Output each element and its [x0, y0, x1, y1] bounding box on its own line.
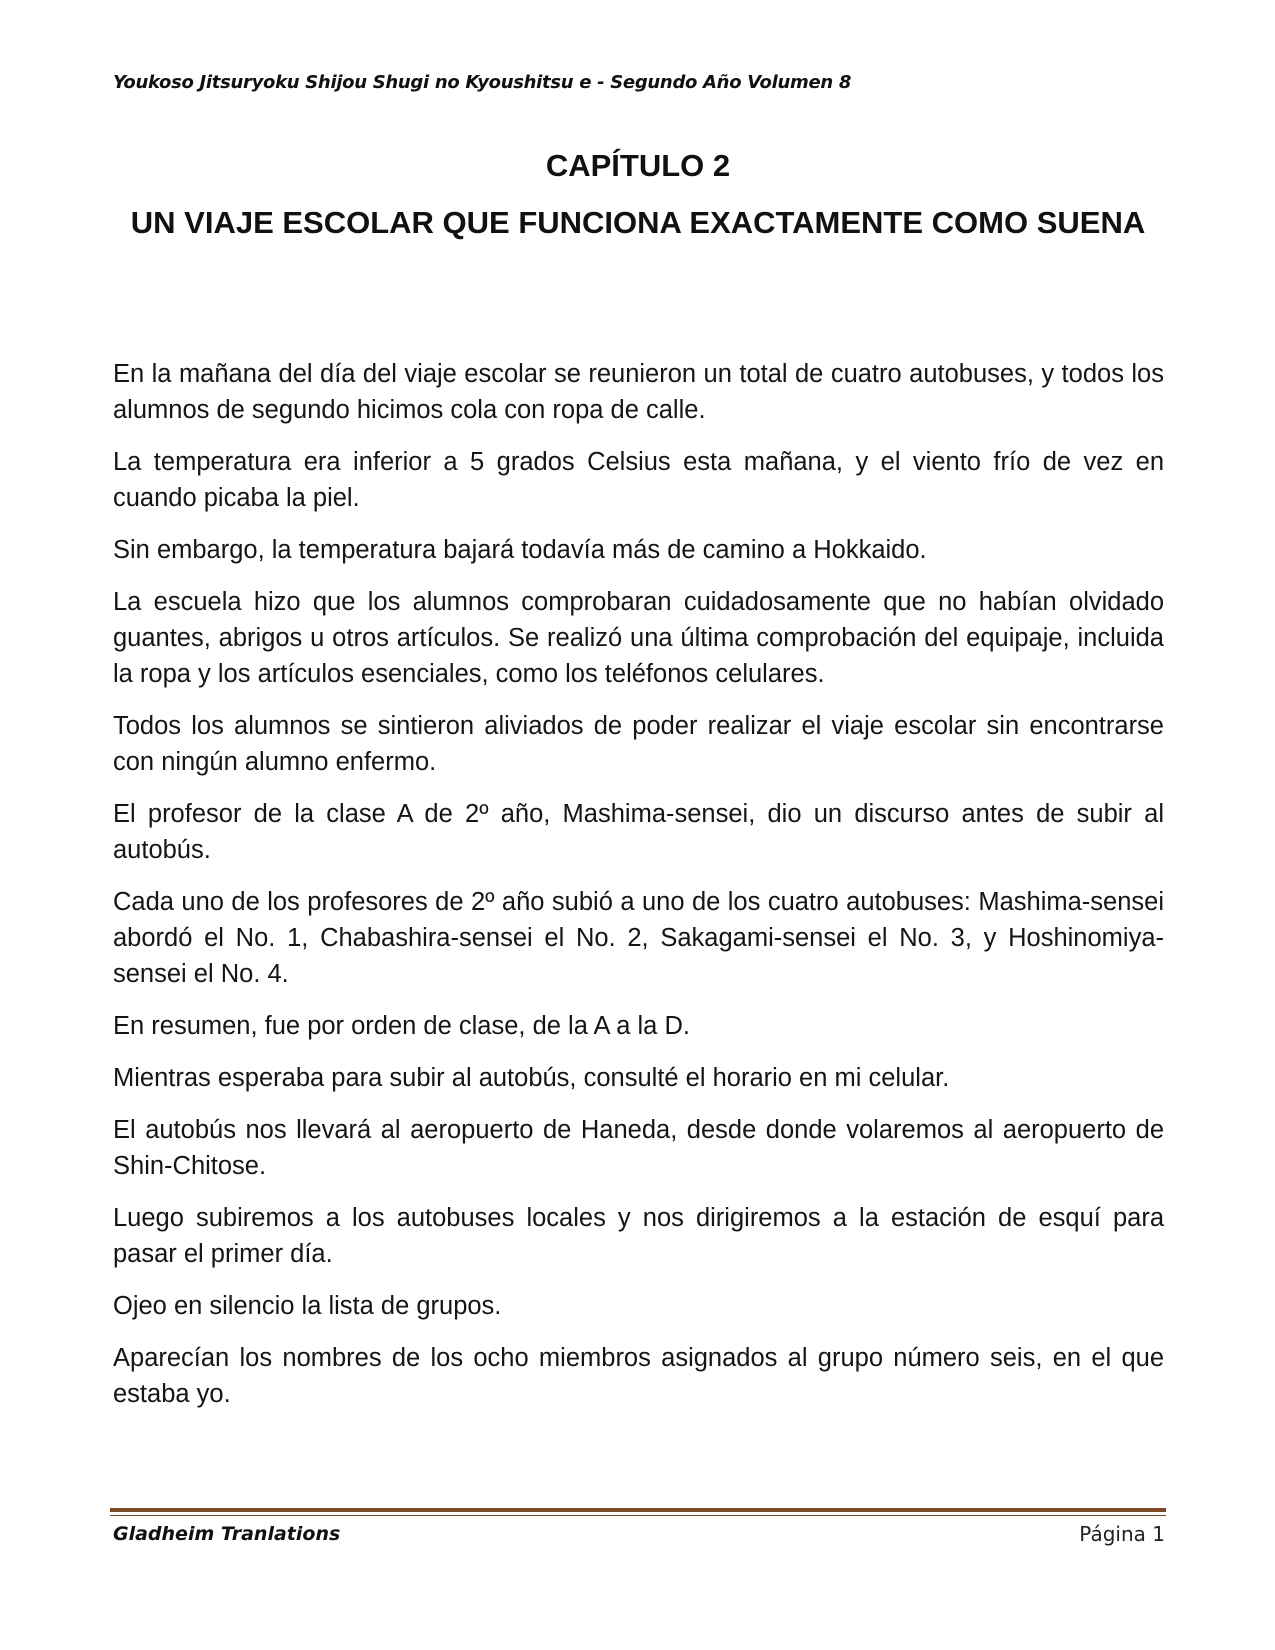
- paragraph: En la mañana del día del viaje escolar se reunieron un total de cuatro autobuses, y todos los alumnos de segundo hicimos cola con ropa de calle.: [113, 360, 1164, 424]
- page-indicator: [1079, 1522, 1165, 1546]
- running-header: Youkoso Jitsuryoku Shijou Shugi no Kyoushitsu e - Segundo Año Volumen 8: [113, 72, 852, 93]
- chapter-title: UN VIAJE ESCOLAR QUE FUNCIONA EXACTAMENTE COMO SUENA: [130, 205, 1146, 240]
- paragraph: El profesor de la clase A de 2º año, Mashima-sensei, dio un discurso antes de subir al autobús.: [113, 800, 1164, 864]
- paragraph: Mientras esperaba para subir al autobús, consulté el horario en mi celular.: [113, 1064, 950, 1092]
- page-number: 1: [1152, 1522, 1165, 1546]
- page-label: Página: [1079, 1522, 1146, 1546]
- chapter-heading: [113, 148, 1163, 244]
- paragraph: La temperatura era inferior a 5 grados Celsius esta mañana, y el viento frío de vez en cuando picaba la piel.: [113, 448, 1164, 512]
- paragraph: En resumen, fue por orden de clase, de la A a la D.: [113, 1012, 690, 1040]
- chapter-number: CAPÍTULO 2: [545, 148, 731, 183]
- footer-divider-thin: [110, 1515, 1166, 1516]
- footer-divider: [110, 1508, 1166, 1512]
- footer-translator: Gladheim Tranlations: [113, 1523, 341, 1545]
- paragraph: La escuela hizo que los alumnos comprobaran cuidadosamente que no habían olvidado guantes, abrigos u otros artículos. Se realizó una última comprobación del equipaje, incluida la ropa y los artículos esenciales, como los teléfonos celulares.: [113, 588, 1164, 688]
- paragraph: Sin embargo, la temperatura bajará todavía más de camino a Hokkaido.: [113, 536, 927, 564]
- paragraph: Aparecían los nombres de los ocho miembros asignados al grupo número seis, en el que estaba yo.: [113, 1344, 1164, 1408]
- paragraph: Todos los alumnos se sintieron aliviados de poder realizar el viaje escolar sin encontrarse con ningún alumno enfermo.: [113, 712, 1164, 776]
- paragraph: Ojeo en silencio la lista de grupos.: [113, 1292, 502, 1320]
- paragraph: Cada uno de los profesores de 2º año subió a uno de los cuatro autobuses: Mashima-sensei abordó el No. 1, Chabashira-sensei el No. 2, Sakagami-sensei el No. 3, y Hoshinomiya-sensei el No. 4.: [113, 888, 1164, 988]
- paragraph: El autobús nos llevará al aeropuerto de Haneda, desde donde volaremos al aeropuerto de Shin-Chitose.: [113, 1116, 1164, 1180]
- body-text: [113, 356, 1164, 1428]
- paragraph: Luego subiremos a los autobuses locales y nos dirigiremos a la estación de esquí para pasar el primer día.: [113, 1204, 1164, 1268]
